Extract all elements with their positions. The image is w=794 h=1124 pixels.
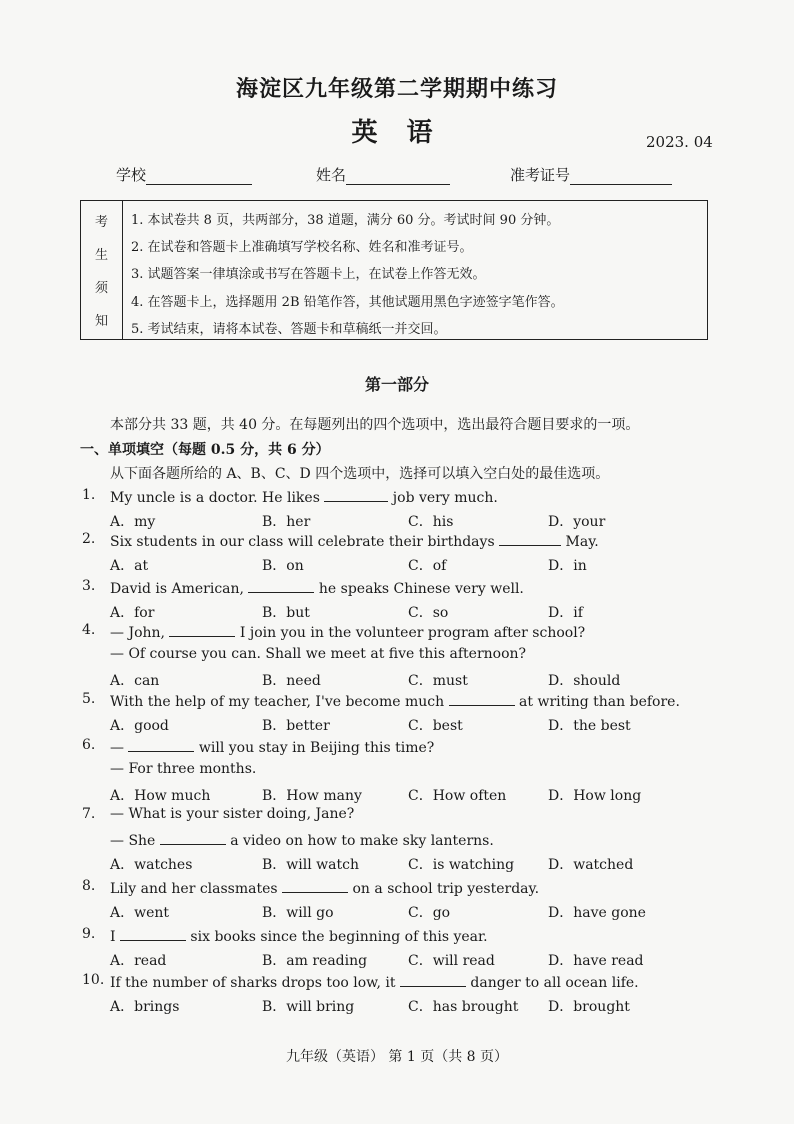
answer-option: B．will bring [262, 999, 355, 1015]
question-text: Six students in our class will celebrate their birthdays [110, 534, 500, 550]
answer-option: D．have gone [548, 905, 646, 921]
question-text: on a school trip yesterday. [348, 881, 540, 897]
part-title: 第一部分 [364, 375, 429, 394]
question-text: I join you in the volunteer program after school? [235, 625, 586, 641]
answer-blank [120, 926, 186, 941]
answer-option: B．better [262, 718, 330, 734]
exam-title: 海淀区九年级第二学期期中练习 [235, 76, 558, 102]
answer-blank [282, 878, 348, 893]
question-text: job very much. [388, 490, 498, 506]
question-number: 10. [82, 972, 105, 988]
question-stem [110, 806, 354, 822]
name-label: 姓名 [316, 166, 347, 184]
answer-option: A．brings [110, 999, 180, 1015]
question-stem [110, 737, 434, 756]
notice-item: 3. 试题答案一律填涂或书写在答题卡上，在试卷上作答无效。 [131, 267, 486, 282]
question-number: 8. [82, 878, 96, 894]
question-text: Lily and her classmates [110, 881, 283, 897]
question-stem [110, 926, 488, 945]
answer-blank [169, 622, 235, 637]
school-label: 学校 [116, 166, 147, 184]
question-text: May. [561, 534, 599, 550]
answer-option: C．How often [408, 788, 507, 804]
answer-option: C．his [408, 514, 454, 530]
answer-blank [449, 691, 515, 706]
question-stem [110, 622, 585, 641]
question-number: 1. [82, 487, 96, 503]
question-text: will you stay in Beijing this time? [194, 740, 435, 756]
answer-option: B．will watch [262, 857, 359, 873]
answer-option: A．can [110, 673, 160, 689]
question-text: — [110, 740, 129, 756]
exam-date: 2023. 04 [646, 133, 713, 151]
part-intro: 本部分共 33 题，共 40 分。在每题列出的四个选项中，选出最符合题目要求的一项。 [110, 417, 640, 433]
school-blank [146, 168, 252, 185]
name-blank [346, 168, 450, 185]
question-text: at writing than before. [514, 694, 680, 710]
answer-blank [400, 972, 466, 987]
question-text: danger to all ocean life. [465, 975, 639, 991]
question-text: he speaks Chinese very well. [314, 581, 524, 597]
question-number: 6. [82, 737, 96, 753]
notice-item: 5. 考试结束，请将本试卷、答题卡和草稿纸一并交回。 [131, 322, 447, 337]
answer-option: D．should [548, 673, 621, 689]
notice-head-char: 考 [94, 215, 108, 230]
answer-option: C．so [408, 605, 449, 621]
question-text: With the help of my teacher, I've become much [110, 694, 449, 710]
question-text: David is American, [110, 581, 249, 597]
answer-option: A．good [110, 718, 169, 734]
question-stem [110, 487, 498, 506]
answer-option: D．have read [548, 953, 644, 969]
answer-option: C．best [408, 718, 463, 734]
exam-id-label: 准考证号 [510, 166, 571, 184]
question-text: six books since the beginning of this year. [185, 929, 488, 945]
question-number: 7. [82, 806, 96, 822]
question-text: My uncle is a doctor. He likes [110, 490, 325, 506]
answer-option: B．on [262, 558, 304, 574]
answer-blank [248, 578, 314, 593]
question-text: If the number of sharks drops too low, it [110, 975, 400, 991]
notice-head-char: 须 [94, 281, 108, 296]
question-stem [110, 830, 494, 849]
question-stem [110, 578, 524, 597]
notice-head-char: 生 [94, 248, 108, 263]
answer-option: B．will go [262, 905, 334, 921]
answer-option: B．but [262, 605, 310, 621]
answer-option: D．your [548, 514, 606, 530]
answer-option: D．brought [548, 999, 630, 1015]
subject-title: 英 语 [351, 118, 443, 148]
exam-id-field [510, 164, 672, 185]
answer-option: B．am reading [262, 953, 368, 969]
answer-option: A．read [110, 953, 167, 969]
answer-option: D．the best [548, 718, 631, 734]
question-text: a video on how to make sky lanterns. [225, 833, 494, 849]
answer-option: A．for [110, 605, 155, 621]
answer-option: B．need [262, 673, 321, 689]
answer-option: C．of [408, 558, 447, 574]
notice-item: 2. 在试卷和答题卡上准确填写学校名称、姓名和准考证号。 [131, 240, 473, 255]
question-number: 3. [82, 578, 96, 594]
exam-id-blank [570, 168, 672, 185]
page-footer: 九年级（英语） 第 1 页（共 8 页） [285, 1049, 509, 1065]
answer-option: C．will read [408, 953, 495, 969]
answer-option: A．watches [110, 857, 193, 873]
question-number: 4. [82, 622, 96, 638]
section-title: 一、单项填空（每题 0.5 分，共 6 分） [80, 442, 330, 458]
question-text: I [110, 929, 120, 945]
answer-blank [128, 737, 194, 752]
answer-option: A．went [110, 905, 170, 921]
notice-item: 4. 在答题卡上，选择题用 2B 铅笔作答，其他试题用黑色字迹签字笔作答。 [131, 295, 564, 310]
answer-option: B．How many [262, 788, 362, 804]
notice-heading [81, 201, 123, 339]
question-stem [110, 646, 526, 662]
answer-option: C．go [408, 905, 451, 921]
question-text: — She [110, 833, 160, 849]
question-text: — What is your sister doing, Jane? [110, 806, 355, 822]
question-stem [110, 761, 256, 777]
question-text: — For three months. [110, 761, 257, 777]
question-number: 9. [82, 926, 96, 942]
question-stem [110, 972, 639, 991]
answer-blank [499, 531, 561, 546]
answer-option: B．her [262, 514, 311, 530]
question-number: 5. [82, 691, 96, 707]
school-field [116, 164, 252, 185]
answer-blank [324, 487, 388, 502]
question-stem [110, 878, 539, 897]
name-field [316, 164, 450, 185]
answer-option: A．at [110, 558, 149, 574]
answer-option: C．must [408, 673, 468, 689]
answer-option: C．has brought [408, 999, 519, 1015]
answer-blank [160, 830, 226, 845]
notice-head-char: 知 [94, 314, 108, 329]
notice-item: 1. 本试卷共 8 页，共两部分，38 道题，满分 60 分。考试时间 90 分钟。 [131, 213, 560, 228]
candidate-notice-box [80, 200, 708, 340]
question-text: — John, [110, 625, 170, 641]
answer-option: A．How much [110, 788, 211, 804]
answer-option: A．my [110, 514, 156, 530]
question-stem [110, 691, 680, 710]
answer-option: D．in [548, 558, 587, 574]
answer-option: D．if [548, 605, 583, 621]
question-number: 2. [82, 531, 96, 547]
question-stem [110, 531, 599, 550]
answer-option: C．is watching [408, 857, 515, 873]
question-text: — Of course you can. Shall we meet at five this afternoon? [110, 646, 527, 662]
answer-option: D．watched [548, 857, 634, 873]
section-instruction: 从下面各题所给的 A、B、C、D 四个选项中，选择可以填入空白处的最佳选项。 [110, 466, 610, 482]
answer-option: D．How long [548, 788, 642, 804]
